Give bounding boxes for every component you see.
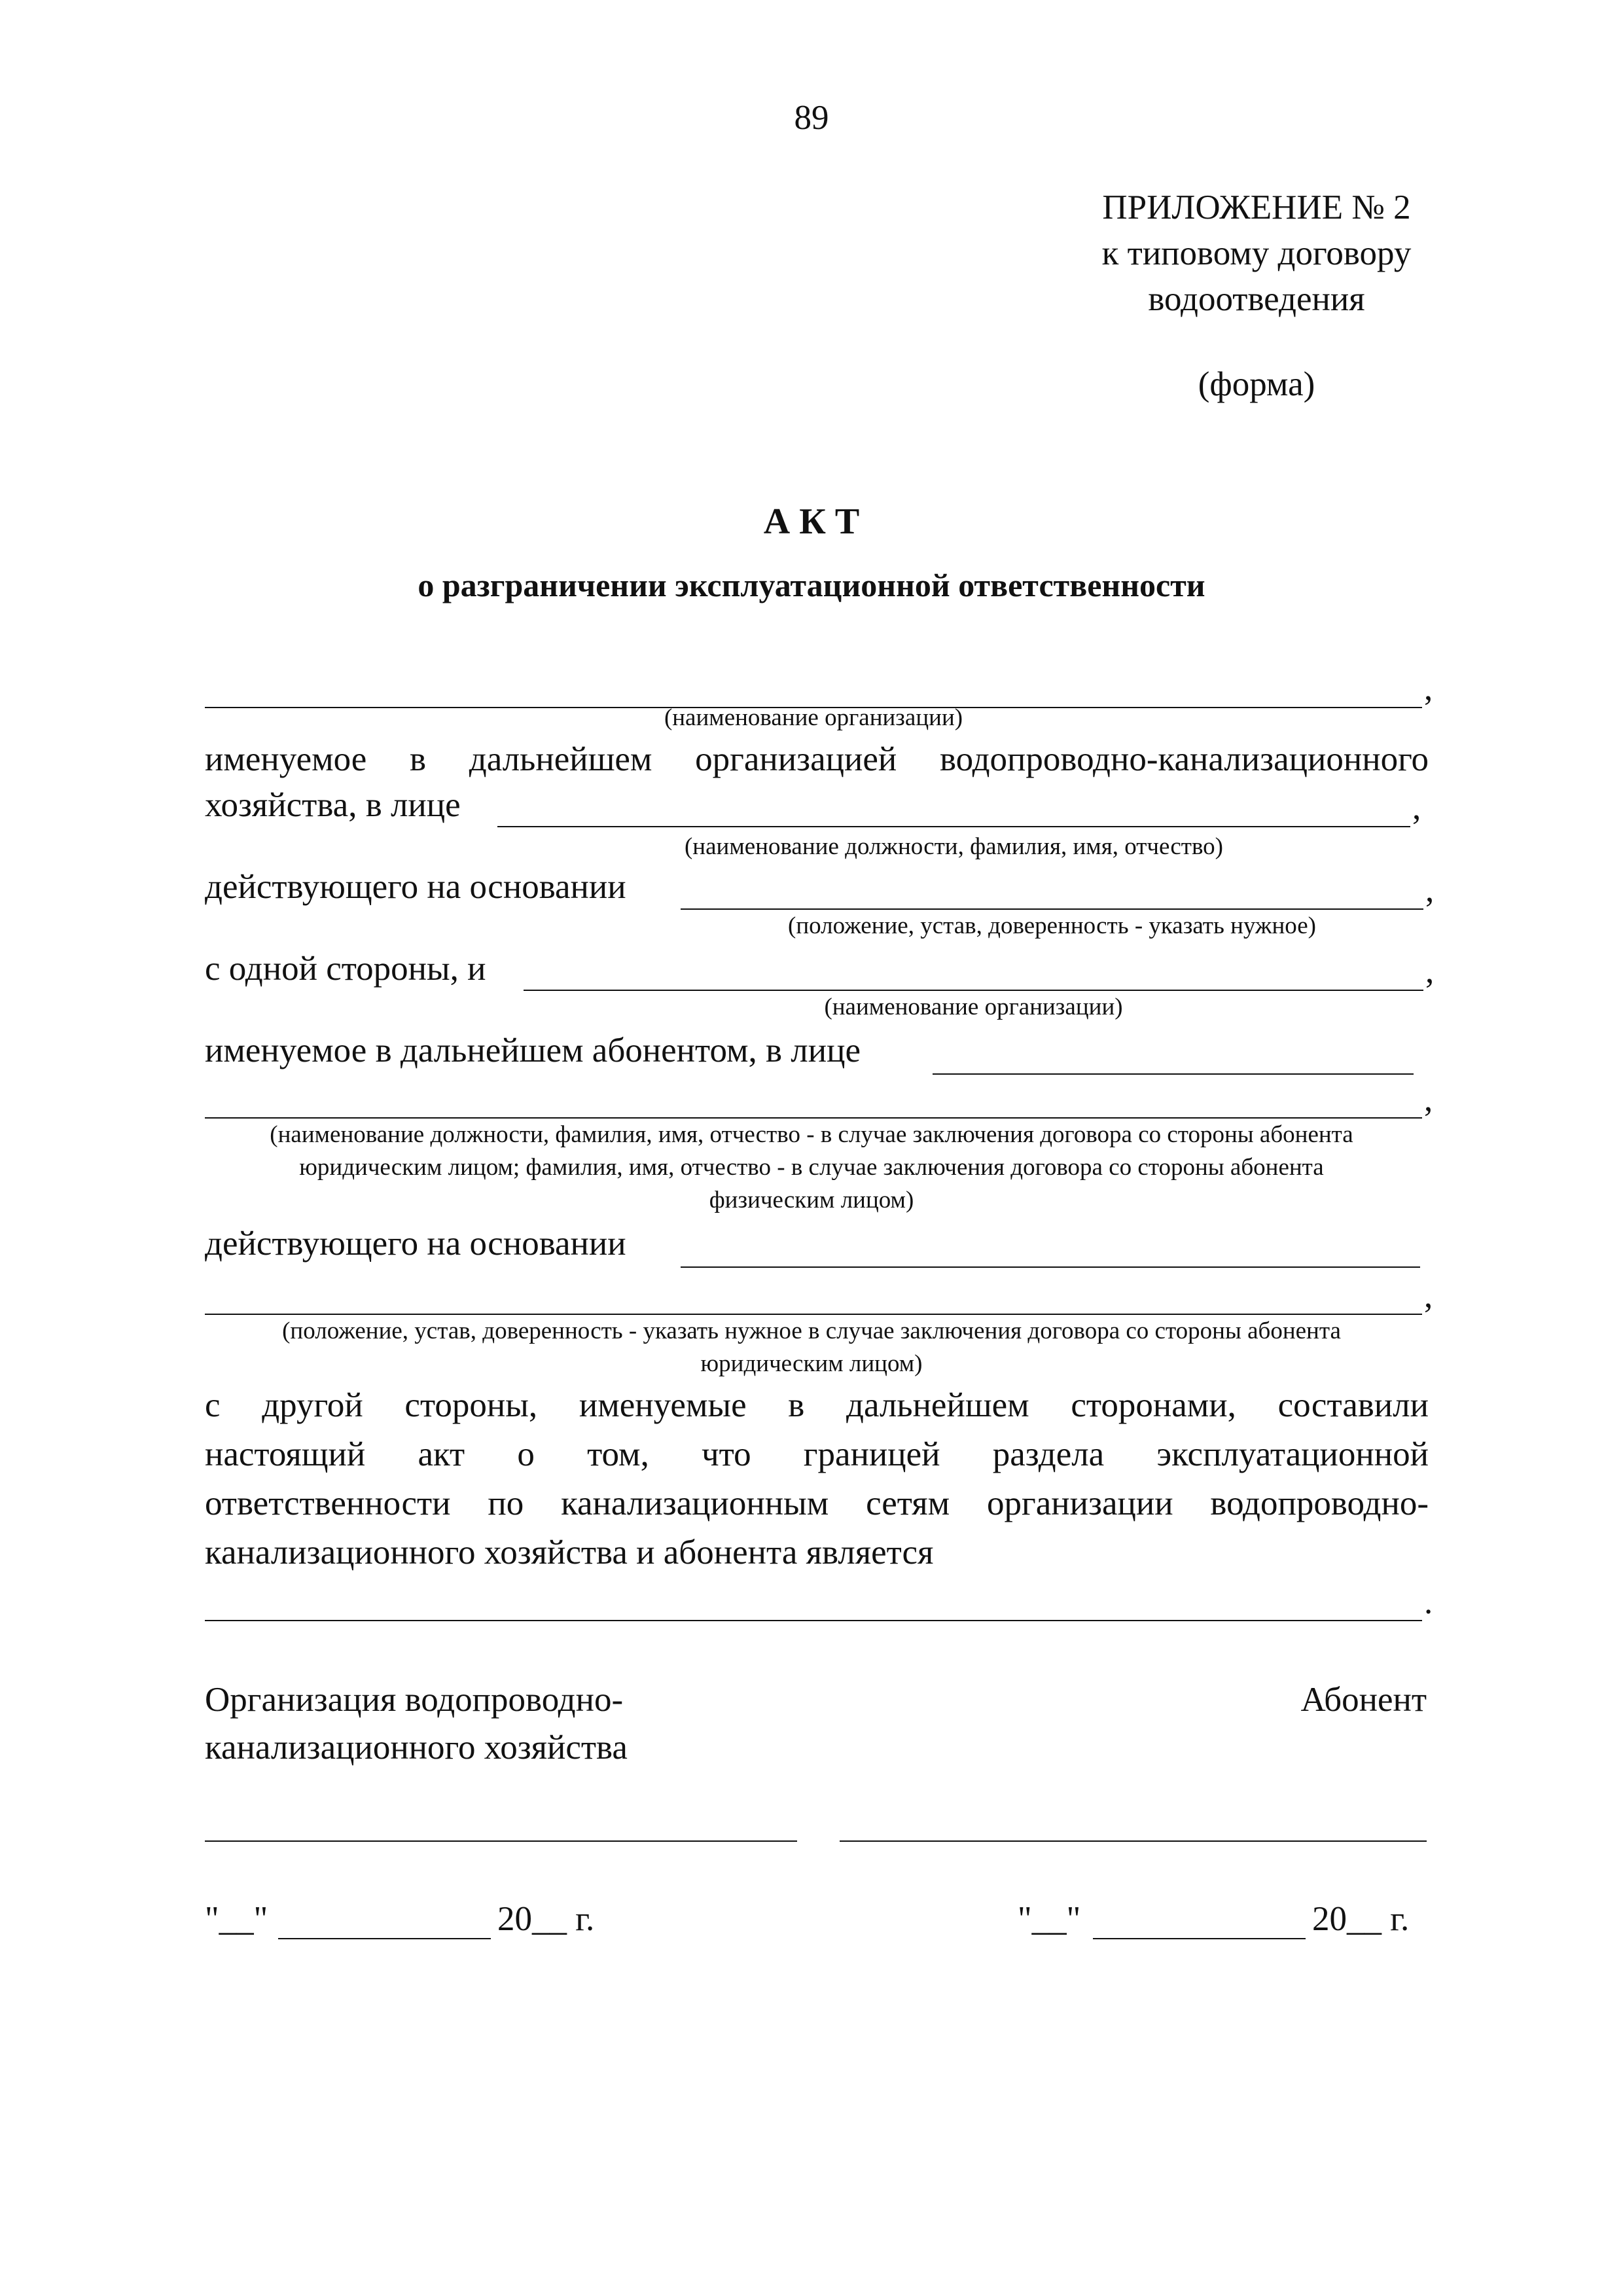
text-acting-basis-2: действующего на основании: [205, 1225, 626, 1263]
text-final-3: ответственности по канализационным сетям организации водопроводно-: [205, 1484, 1429, 1522]
text-org-role: именуемое в дальнейшем организацией водопроводно-канализационного: [205, 740, 1429, 778]
comma: ,: [1425, 871, 1435, 909]
abonent-representative-field-cont[interactable]: [205, 1117, 1422, 1119]
text-one-side: с одной стороны, и: [205, 950, 486, 988]
date-left-month-field[interactable]: [278, 1938, 491, 1939]
abonent-name-field[interactable]: [524, 990, 1423, 991]
caption-org-name: (наименование организации): [664, 704, 963, 731]
text-in-person: хозяйства, в лице: [205, 786, 461, 824]
appendix-line-3: водоотведения: [1148, 280, 1365, 318]
period: .: [1424, 1583, 1433, 1621]
comma: ,: [1412, 789, 1421, 827]
appendix-line-2: к типовому договору: [1101, 234, 1412, 272]
text-acting-basis: действующего на основании: [205, 868, 626, 906]
caption-abonent-1: (наименование должности, фамилия, имя, отчество - в случае заключения договора со стороны абонента: [270, 1121, 1353, 1148]
comma: ,: [1425, 952, 1435, 990]
caption-basis-2-2: юридическим лицом): [700, 1350, 923, 1377]
date-right-month-field[interactable]: [1093, 1938, 1306, 1939]
date-left-year: 20__ г.: [497, 1900, 595, 1938]
caption-org-name-2: (наименование организации): [824, 994, 1123, 1020]
date-right-year: 20__ г.: [1312, 1900, 1410, 1938]
appendix-number: ПРИЛОЖЕНИЕ № 2: [1102, 188, 1411, 226]
caption-abonent-2: юридическим лицом; фамилия, имя, отчество - в случае заключения договора со стороны абонента: [299, 1154, 1324, 1181]
form-label: (форма): [1198, 365, 1315, 403]
caption-basis: (положение, устав, доверенность - указать нужное): [788, 912, 1316, 939]
caption-basis-2-1: (положение, устав, доверенность - указать нужное в случае заключения договора со стороны абонента: [282, 1318, 1341, 1344]
abonent-representative-field[interactable]: [933, 1073, 1414, 1075]
signature-left-label-1: Организация водопроводно-: [205, 1681, 624, 1719]
document-title: А К Т: [763, 501, 860, 542]
text-abonent: именуемое в дальнейшем абонентом, в лице: [205, 1031, 861, 1069]
date-left-day: "__": [205, 1900, 268, 1938]
abonent-basis-field[interactable]: [681, 1266, 1420, 1268]
text-final-4: канализационного хозяйства и абонента является: [205, 1534, 934, 1571]
date-right-day: "__": [1018, 1900, 1081, 1938]
text-final-2: настоящий акт о том, что границей раздела эксплуатационной: [205, 1435, 1429, 1473]
org-basis-field[interactable]: [681, 908, 1423, 910]
signature-left-field[interactable]: [205, 1840, 797, 1842]
comma: ,: [1424, 1081, 1433, 1119]
comma: ,: [1424, 670, 1433, 708]
signature-left-label-2: канализационного хозяйства: [205, 1729, 628, 1767]
document-subtitle: о разграничении эксплуатационной ответственности: [418, 567, 1205, 603]
org-representative-field[interactable]: [497, 826, 1410, 827]
comma: ,: [1424, 1277, 1433, 1315]
text-final-1: с другой стороны, именуемые в дальнейшем сторонами, составили: [205, 1386, 1429, 1424]
boundary-description-field[interactable]: [205, 1620, 1422, 1621]
page-number: 89: [794, 99, 829, 137]
abonent-basis-field-cont[interactable]: [205, 1314, 1422, 1315]
caption-abonent-3: физическим лицом): [709, 1187, 914, 1213]
signature-right-label: Абонент: [1300, 1681, 1427, 1719]
signature-right-field[interactable]: [840, 1840, 1427, 1842]
caption-position: (наименование должности, фамилия, имя, отчество): [684, 833, 1224, 860]
